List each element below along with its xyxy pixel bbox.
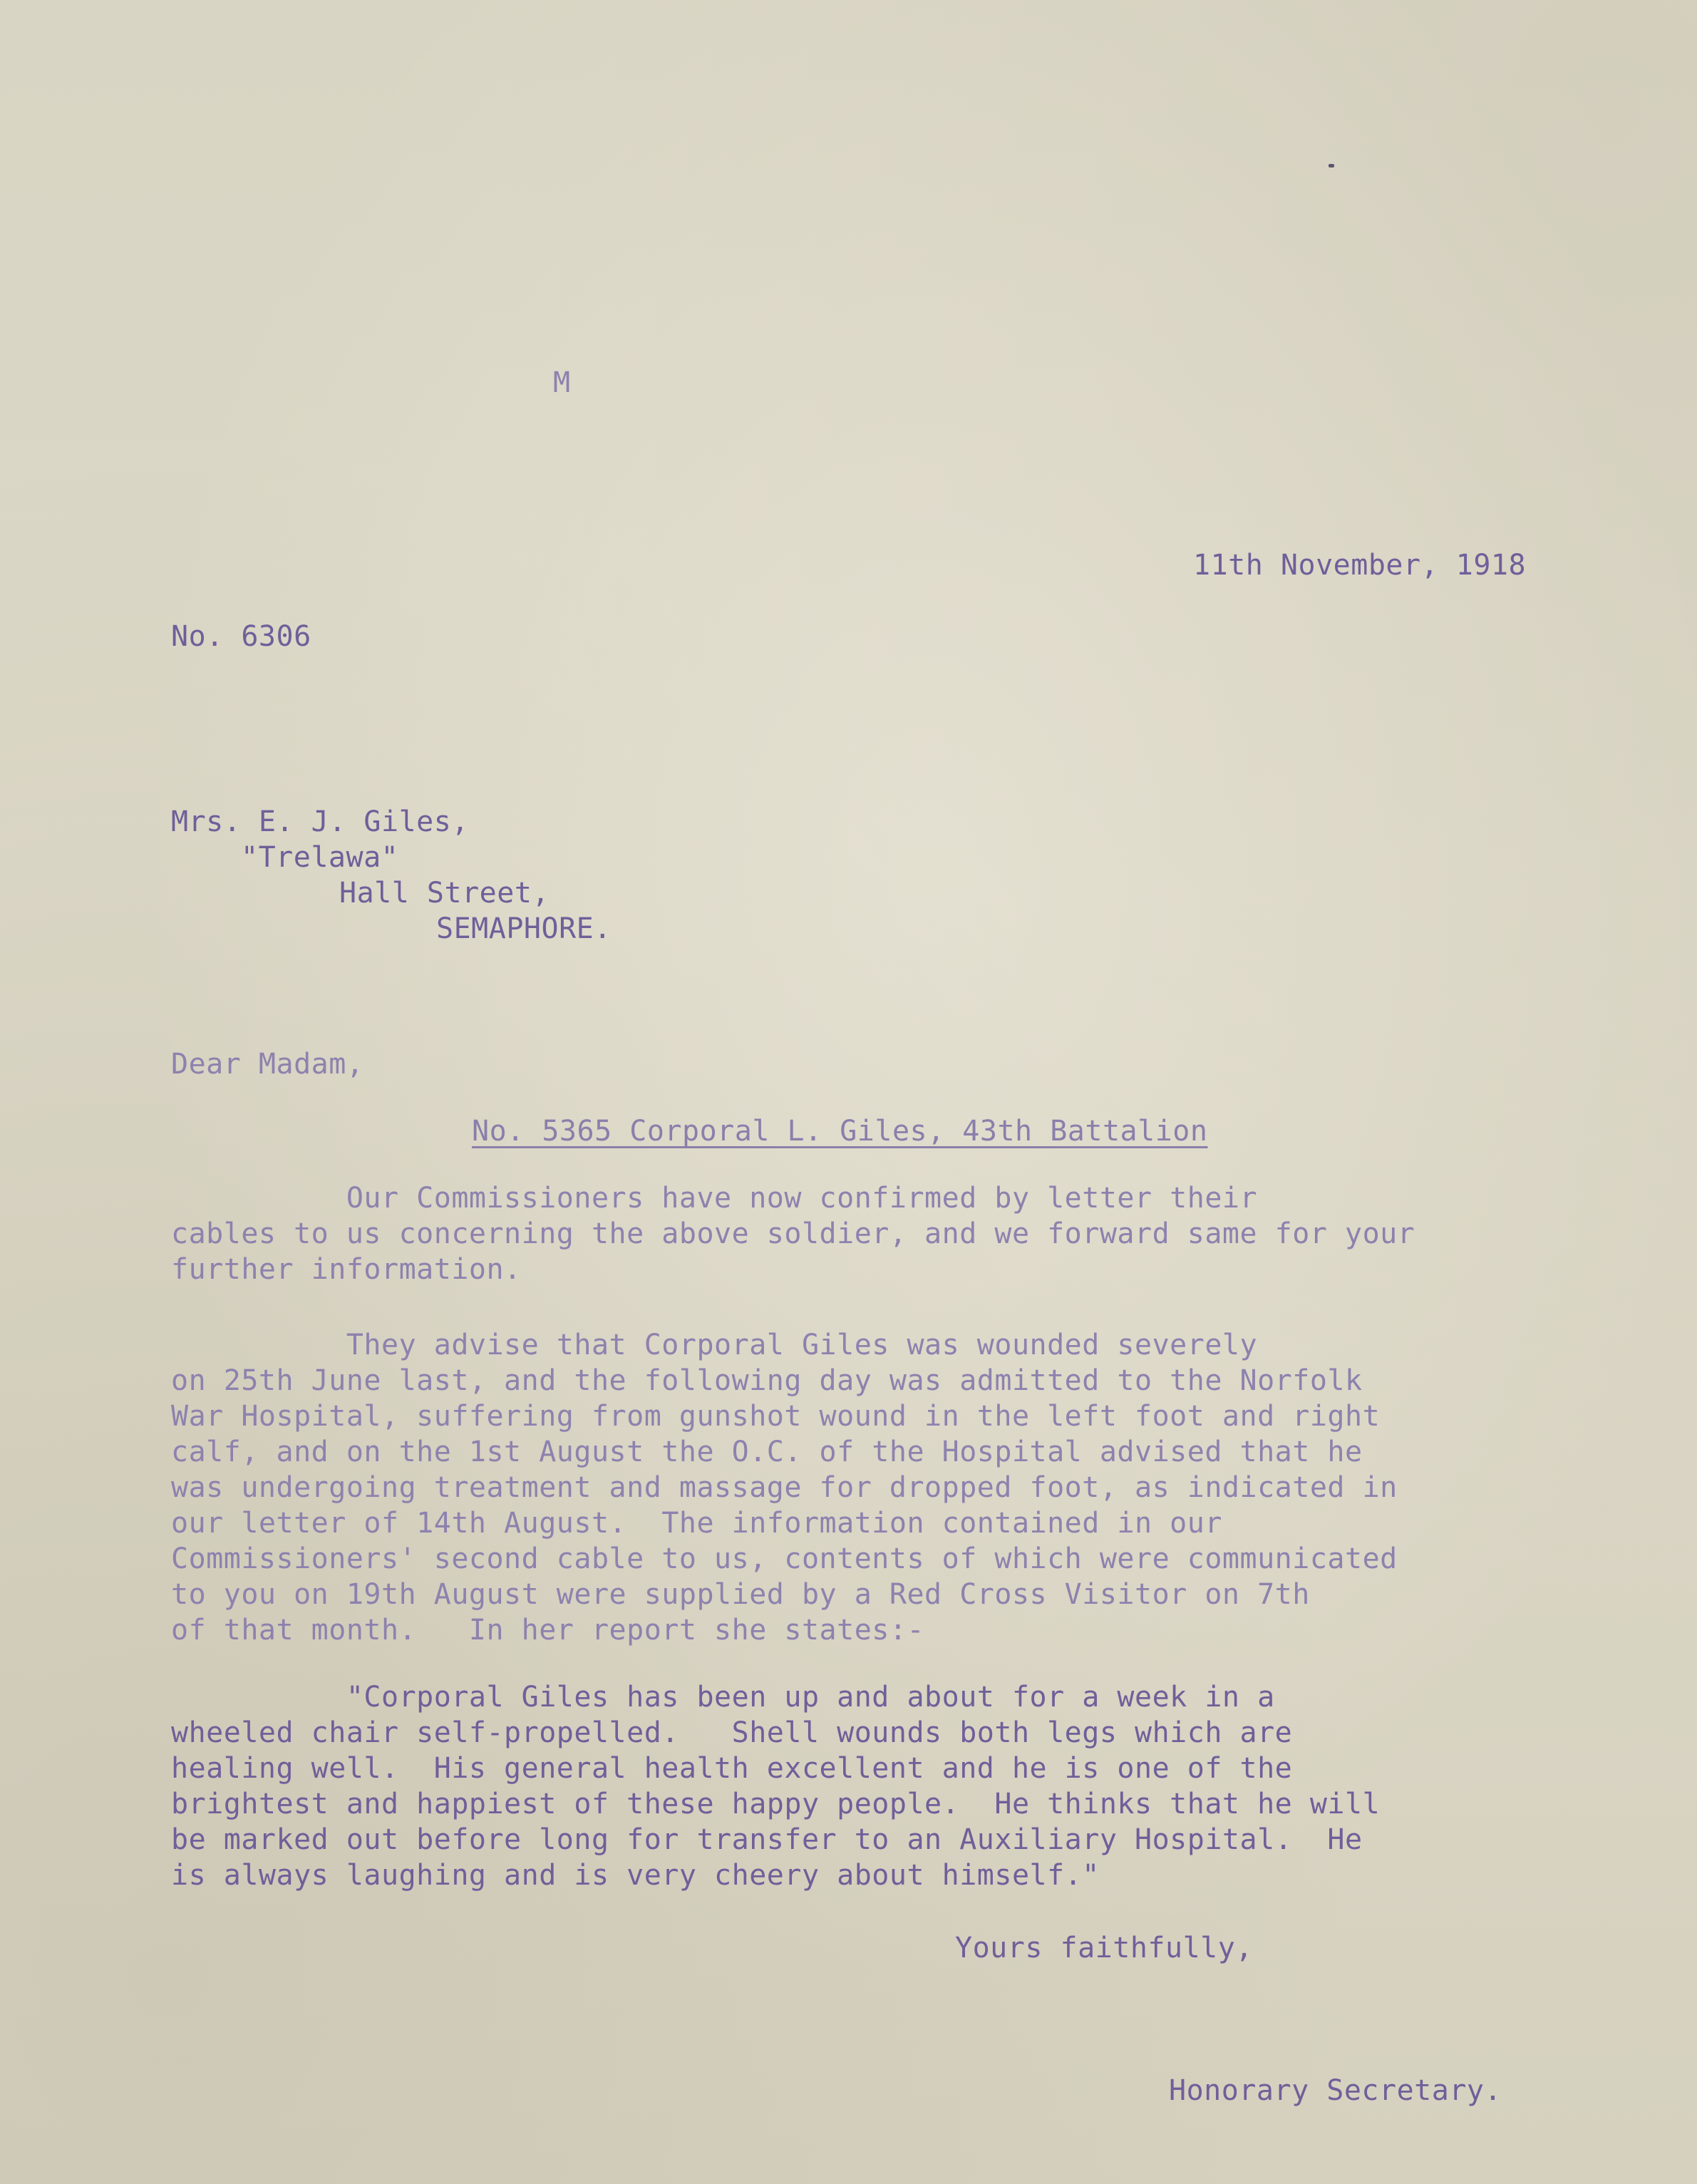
salutation: Dear Madam, (171, 1048, 364, 1081)
letter-date: 11th November, 1918 (1193, 549, 1527, 582)
paper-speck (1329, 164, 1334, 168)
recipient-street: Hall Street, (339, 877, 550, 910)
reference-number: No. 6306 (171, 620, 311, 653)
office-mark: M (553, 366, 571, 399)
signature-title: Honorary Secretary. (1169, 2074, 1502, 2107)
paragraph-2: They advise that Corporal Giles was wounded severely on 25th June last, and the following day was admitted to the Norfolk War Hospital, suffering from gunshot wound in the left foot and right calf, and on the 1st August the O.C. of the Hospital advised that he was undergoing treatment and massage for dropped foot, as indicated in our letter of 14th August. The information contained in our Commissioners' second cable to us, contents of which were communicated to you on 19th August were supplied by a Red Cross Visitor on 7th of that month. In her report she states:- (171, 1329, 1398, 1647)
paragraph-3-quote: "Corporal Giles has been up and about for a week in a wheeled chair self-propelled. Shell wounds both legs which are healing well. His general health excellent and he is one of the brightest and happiest of these happy people. He thinks that he will be marked out before long for transfer to an Auxiliary Hospital. He is always laughing and is very cheery about himself." (171, 1681, 1381, 1892)
closing: Yours faithfully, (955, 1932, 1253, 1964)
recipient-name: Mrs. E. J. Giles, (171, 805, 469, 838)
subject-line: No. 5365 Corporal L. Giles, 43th Battalion (472, 1115, 1208, 1148)
recipient-house: "Trelawa" (241, 841, 399, 874)
recipient-suburb: SEMAPHORE. (436, 912, 612, 945)
paragraph-1: Our Commissioners have now confirmed by letter their cables to us concerning the above soldier, and we forward same for your further information. (171, 1182, 1415, 1286)
